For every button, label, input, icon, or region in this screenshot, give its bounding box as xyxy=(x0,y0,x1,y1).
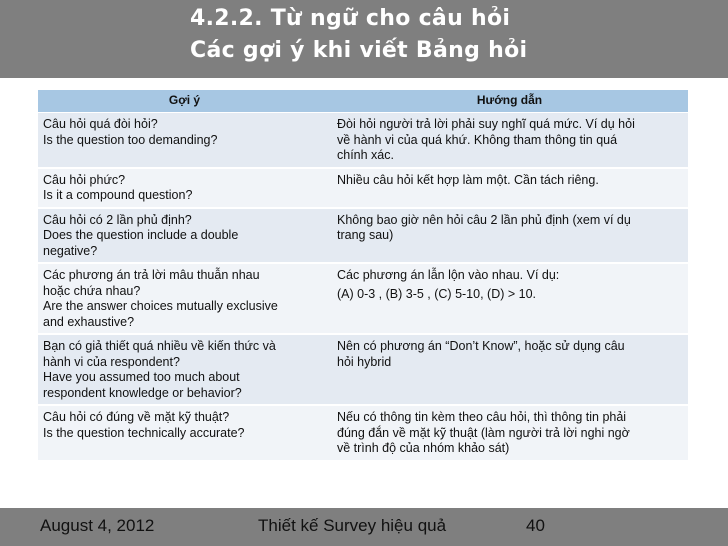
text-line: Bạn có giả thiết quá nhiều về kiến thức và xyxy=(43,339,276,353)
example-line: (A) 0-3 , (B) 3-5 , (C) 5-10, (D) > 10. xyxy=(337,286,537,301)
header-huong-dan: Hướng dẫn xyxy=(331,90,688,113)
slide-footer xyxy=(0,508,728,546)
suggestion-cell xyxy=(38,334,331,405)
slide-title-line-1: 4.2.2. Từ ngữ cho câu hỏi xyxy=(190,6,511,31)
text-line: Is the question too demanding? xyxy=(43,132,218,147)
text-line: Câu hỏi quá đòi hỏi? xyxy=(43,117,158,131)
slide-title-line-2: Các gợi ý khi viết Bảng hỏi xyxy=(190,38,528,63)
text-line: Câu hỏi phức? xyxy=(43,172,126,187)
text-line: Is the question technically accurate? xyxy=(43,425,245,440)
suggestion-cell xyxy=(38,113,331,168)
guidance-cell xyxy=(331,334,688,405)
header-goi-y: Gợi ý xyxy=(38,90,331,113)
table-row xyxy=(38,168,688,208)
text-line: về trình độ của nhóm khảo sát) xyxy=(337,441,510,455)
text-line: Nếu có thông tin kèm theo câu hỏi, thì thông tin phải xyxy=(337,410,627,424)
footer-title: Thiết kế Survey hiệu quả xyxy=(258,516,447,535)
table-header-row xyxy=(38,90,688,113)
text-line: Nhiều câu hỏi kết hợp làm một. Cần tách riêng. xyxy=(337,172,599,187)
page-number: 40 xyxy=(526,516,545,535)
text-line: Các phương án trả lời mâu thuẫn nhau xyxy=(43,268,260,282)
text-line: hỏi hybrid xyxy=(337,354,392,369)
suggestion-cell xyxy=(38,405,331,461)
text-line: respondent knowledge or behavior? xyxy=(43,385,242,400)
slide-header xyxy=(0,0,728,78)
suggestion-cell xyxy=(38,208,331,264)
table-row xyxy=(38,208,688,264)
text-line: Are the answer choices mutually exclusive xyxy=(43,299,278,313)
text-line: Không bao giờ nên hỏi câu 2 lần phủ định (xem ví dụ xyxy=(337,212,631,227)
text-line: hoặc chứa nhau? xyxy=(43,283,141,298)
text-line: Đòi hỏi người trả lời phải suy nghĩ quá mức. Ví dụ hỏi xyxy=(337,117,635,131)
text-line: Does the question include a double xyxy=(43,228,239,242)
text-line: Câu hỏi có 2 lần phủ định? xyxy=(43,212,192,227)
guidance-cell xyxy=(331,113,688,168)
suggestion-cell xyxy=(38,263,331,334)
table-row xyxy=(38,405,688,461)
text-line: and exhaustive? xyxy=(43,314,135,329)
text-line: đúng đắn về mặt kỹ thuật (làm người trả lời nghi ngờ xyxy=(337,425,630,440)
text-line: negative? xyxy=(43,243,98,258)
guidelines-table xyxy=(38,90,688,462)
text-line: Câu hỏi có đúng về mặt kỹ thuật? xyxy=(43,410,230,424)
text-line: chính xác. xyxy=(337,148,394,162)
text-line: hành vi của respondent? xyxy=(43,354,180,369)
guidance-cell xyxy=(331,405,688,461)
text-line: về hành vi của quá khứ. Không tham thông tin quá xyxy=(337,132,618,147)
text-line: trang sau) xyxy=(337,228,394,242)
table-row xyxy=(38,263,688,334)
text-line: Is it a compound question? xyxy=(43,188,193,202)
text-line: Các phương án lẫn lộn vào nhau. Ví dụ: xyxy=(337,268,560,282)
suggestion-cell xyxy=(38,168,331,208)
table-row xyxy=(38,334,688,405)
guidance-cell xyxy=(331,263,688,334)
footer-date: August 4, 2012 xyxy=(40,516,155,535)
table-row xyxy=(38,113,688,168)
text-line: Have you assumed too much about xyxy=(43,370,240,384)
guidance-cell xyxy=(331,168,688,208)
guidance-cell xyxy=(331,208,688,264)
text-line: Nên có phương án “Don’t Know”, hoặc sử dụng câu xyxy=(337,339,625,353)
